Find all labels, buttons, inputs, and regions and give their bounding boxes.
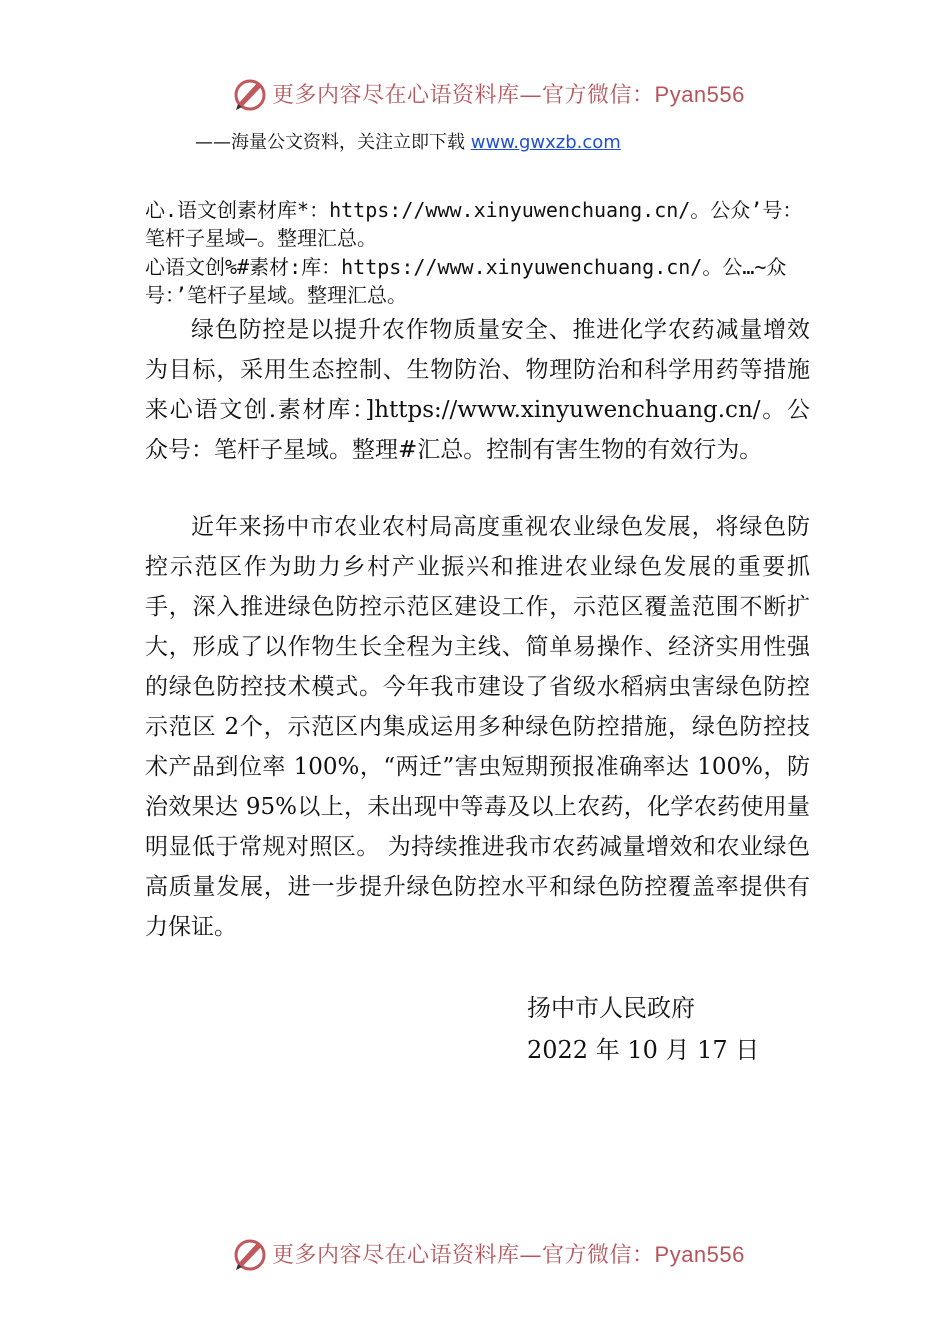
download-subline bbox=[195, 128, 621, 154]
signature-date: 2022 年 10 月 17 日 bbox=[527, 1036, 760, 1064]
signature-organization: 扬中市人民政府 bbox=[527, 994, 695, 1022]
header-banner bbox=[0, 70, 950, 118]
header-banner-text: 更多内容尽在心语资料库—官方微信：Pyan556 bbox=[272, 82, 745, 108]
pen-logo-icon bbox=[230, 1234, 270, 1274]
footer-banner-text: 更多内容尽在心语资料库—官方微信：Pyan556 bbox=[272, 1242, 745, 1268]
pen-logo-icon bbox=[230, 74, 270, 114]
body-paragraph-2: 近年来扬中市农业农村局高度重视农业绿色发展，将绿色防控示范区作为助力乡村产业振兴和推进农业绿色发展的重要抓手，深入推进绿色防控示范区建设工作，示范区覆盖范围不断扩大，形成了以作物生长全程为主线、简单易操作、经济实用性强的绿色防控技术模式。今年我市建设了省级水稻病虫害绿色防控示范区 2个，示范区内集成运用多种绿色防控措施，绿色防控技术产品到位率 100%，“两迁”害虫短期预报准确率达 100%，防治效果达 95%以上，未出现中等毒及以上农药，化学农药使用量明显低于常规对照区。 为持续推进我市农药减量增效和农业绿色高质量发展，进一步提升绿色防控水平和绿色防控覆盖率提供有力保证。 bbox=[145, 514, 810, 940]
footer-banner bbox=[0, 1230, 950, 1278]
gwxzb-link[interactable]: www.gwxzb.com bbox=[470, 132, 621, 153]
body-paragraph-1: 绿色防控是以提升农作物质量安全、推进化学农药减量增效为目标，采用生态控制、生物防治、物理防治和科学用药等措施来心语文创.素材库：]https://www.xinyuwenchuang.cn/。公众号：笔杆子星域。整理#汇总。控制有害生物的有效行为。 bbox=[145, 317, 810, 463]
subline-prefix: ——海量公文资料，关注立即下载 bbox=[195, 132, 471, 153]
promo-line-1: 心.语文创素材库*：https://www.xinyuwenchuang.cn/。公众’号：笔杆子星域—。整理汇总。 bbox=[145, 198, 803, 250]
promo-line-2: 心语文创%#素材:库：https://www.xinyuwenchuang.cn/。公…~众号：’笔杆子星域。整理汇总。 bbox=[145, 255, 787, 307]
